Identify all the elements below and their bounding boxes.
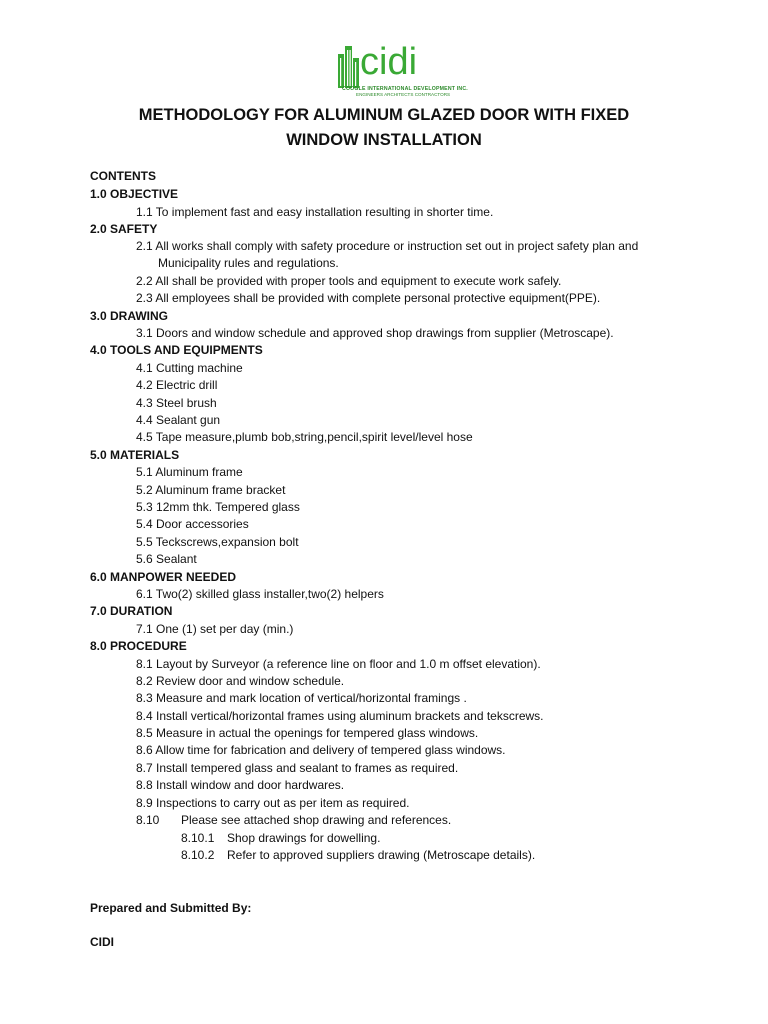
prepared-by-label: Prepared and Submitted By: — [90, 901, 252, 915]
list-item: 8.7 Install tempered glass and sealant to frames as required. — [136, 761, 459, 775]
section-heading: 2.0 SAFETY — [90, 222, 158, 236]
document-title-line-1: METHODOLOGY FOR ALUMINUM GLAZED DOOR WITH FIXED — [138, 106, 630, 124]
list-item: 8.8 Install window and door hardwares. — [136, 778, 345, 792]
company-logo — [336, 41, 468, 100]
list-item: 5.3 12mm thk. Tempered glass — [136, 500, 300, 514]
list-item: 8.2 Review door and window schedule. — [136, 674, 345, 688]
list-item: 8.9 Inspections to carry out as per item as required. — [136, 796, 410, 810]
document-title-line-2: WINDOW INSTALLATION — [286, 131, 482, 149]
sub-item-number: 8.10.2 — [181, 848, 215, 862]
list-item: 1.1 To implement fast and easy installation resulting in shorter time. — [136, 205, 494, 219]
sub-item-number: 8.10.1 — [181, 831, 215, 845]
list-item: 8.5 Measure in actual the openings for tempered glass windows. — [136, 726, 479, 740]
list-item-continuation: Municipality rules and regulations. — [158, 256, 339, 270]
section-heading: 5.0 MATERIALS — [90, 448, 180, 462]
list-item: 5.4 Door accessories — [136, 517, 249, 531]
building-icon — [336, 44, 362, 90]
list-item: 4.4 Sealant gun — [136, 413, 221, 427]
list-item: 8.6 Allow time for fabrication and delivery of tempered glass windows. — [136, 743, 506, 757]
list-item: Please see attached shop drawing and references. — [181, 813, 452, 827]
list-item: 6.1 Two(2) skilled glass installer,two(2) helpers — [136, 587, 384, 601]
logo-company-name: COOGLE INTERNATIONAL DEVELOPMENT INC. — [342, 86, 468, 92]
section-heading: 8.0 PROCEDURE — [90, 639, 187, 653]
list-item-number: 8.10 — [136, 813, 160, 827]
list-item: 7.1 One (1) set per day (min.) — [136, 622, 294, 636]
list-item: 8.1 Layout by Surveyor (a reference line on floor and 1.0 m offset elevation). — [136, 657, 541, 671]
section-heading: 7.0 DURATION — [90, 604, 173, 618]
list-item: 2.2 All shall be provided with proper tools and equipment to execute work safely. — [136, 274, 562, 288]
list-item: 8.4 Install vertical/horizontal frames using aluminum brackets and tekscrews. — [136, 709, 544, 723]
logo-wordmark: cidi — [360, 41, 418, 83]
sub-item: Shop drawings for dowelling. — [227, 831, 381, 845]
list-item: 4.5 Tape measure,plumb bob,string,pencil,spirit level/level hose — [136, 430, 473, 444]
list-item: 2.3 All employees shall be provided with complete personal protective equipment(PPE). — [136, 291, 601, 305]
list-item: 4.1 Cutting machine — [136, 361, 243, 375]
list-item: 4.2 Electric drill — [136, 378, 218, 392]
company-signature: CIDI — [90, 935, 114, 949]
list-item: 4.3 Steel brush — [136, 396, 217, 410]
section-heading: 3.0 DRAWING — [90, 309, 169, 323]
logo-tagline: ENGINEERS ARCHITECTS CONTRACTORS — [356, 92, 451, 97]
list-item: 5.5 Teckscrews,expansion bolt — [136, 535, 299, 549]
list-item: 8.3 Measure and mark location of vertical/horizontal framings . — [136, 691, 467, 705]
list-item: 3.1 Doors and window schedule and approved shop drawings from supplier (Metroscape). — [136, 326, 614, 340]
contents-heading: CONTENTS — [90, 169, 156, 183]
list-item: 5.1 Aluminum frame — [136, 465, 243, 479]
list-item: 5.2 Aluminum frame bracket — [136, 483, 286, 497]
section-heading: 4.0 TOOLS AND EQUIPMENTS — [90, 343, 263, 357]
list-item: 2.1 All works shall comply with safety procedure or instruction set out in project safety plan and — [136, 239, 639, 253]
list-item: 5.6 Sealant — [136, 552, 197, 566]
section-heading: 6.0 MANPOWER NEEDED — [90, 570, 237, 584]
sub-item: Refer to approved suppliers drawing (Metroscape details). — [227, 848, 536, 862]
section-heading: 1.0 OBJECTIVE — [90, 187, 179, 201]
